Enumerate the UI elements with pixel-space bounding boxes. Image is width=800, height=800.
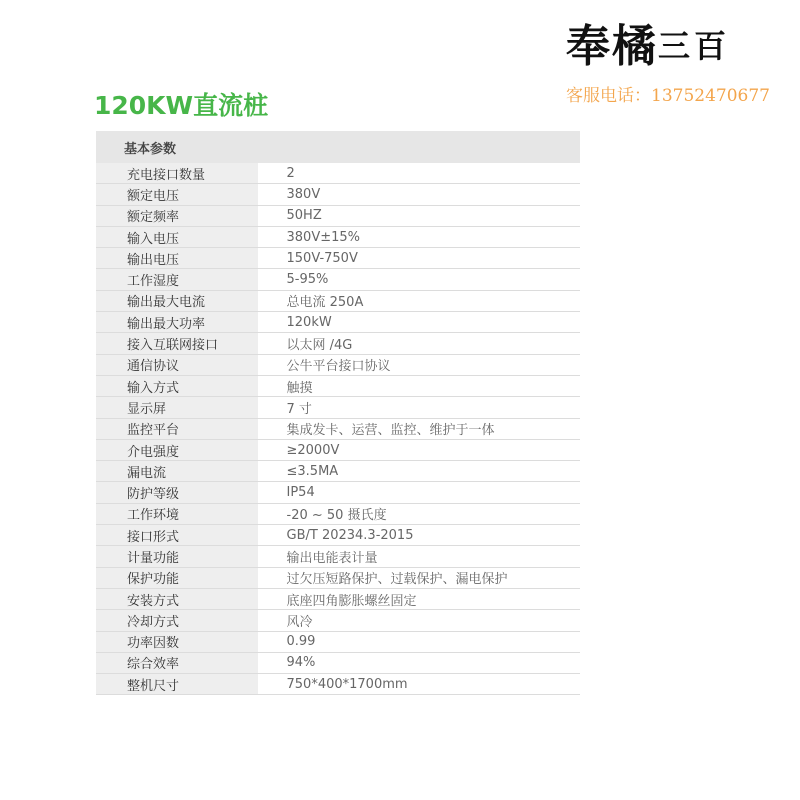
table-row xyxy=(96,439,580,460)
row-value: -20 ~ 50 摄氏度 xyxy=(258,503,580,524)
row-label: 工作湿度 xyxy=(96,269,258,290)
row-label: 额定电压 xyxy=(96,184,258,205)
row-label: 显示屏 xyxy=(96,397,258,418)
spec-table xyxy=(96,131,580,695)
table-row xyxy=(96,610,580,631)
row-value: 2 xyxy=(258,163,580,184)
row-label: 工作环境 xyxy=(96,503,258,524)
table-row xyxy=(96,333,580,354)
table-row xyxy=(96,418,580,439)
row-label: 接入互联网接口 xyxy=(96,333,258,354)
row-value: 底座四角膨胀螺丝固定 xyxy=(258,588,580,609)
brand-name xyxy=(566,14,786,79)
table-row xyxy=(96,525,580,546)
table-row xyxy=(96,312,580,333)
table-row xyxy=(96,248,580,269)
row-label: 漏电流 xyxy=(96,461,258,482)
page-title: 120KW直流桩 xyxy=(94,91,269,120)
row-value: 750*400*1700mm xyxy=(258,674,580,695)
row-value: 输出电能表计量 xyxy=(258,546,580,567)
row-value: 以太网 /4G xyxy=(258,333,580,354)
row-value: 120kW xyxy=(258,312,580,333)
row-value: 0.99 xyxy=(258,631,580,652)
row-value: 公牛平台接口协议 xyxy=(258,354,580,375)
row-value: IP54 xyxy=(258,482,580,503)
row-value: 150V-750V xyxy=(258,248,580,269)
row-label: 介电强度 xyxy=(96,439,258,460)
table-row xyxy=(96,588,580,609)
row-value: 风冷 xyxy=(258,610,580,631)
row-label: 防护等级 xyxy=(96,482,258,503)
row-label: 功率因数 xyxy=(96,631,258,652)
table-row xyxy=(96,567,580,588)
row-label: 通信协议 xyxy=(96,354,258,375)
table-row xyxy=(96,269,580,290)
row-value: 94% xyxy=(258,652,580,673)
row-label: 输入方式 xyxy=(96,375,258,396)
row-value: 总电流 250A xyxy=(258,290,580,311)
row-label: 整机尺寸 xyxy=(96,674,258,695)
row-label: 充电接口数量 xyxy=(96,163,258,184)
table-row xyxy=(96,652,580,673)
brand-watermark xyxy=(566,14,786,106)
row-label: 输出最大功率 xyxy=(96,312,258,333)
table-row xyxy=(96,290,580,311)
brand-name-main: 奉橘 xyxy=(566,21,658,72)
row-label: 安装方式 xyxy=(96,588,258,609)
section-header xyxy=(96,131,580,163)
row-label: 输出电压 xyxy=(96,248,258,269)
row-value: 7 寸 xyxy=(258,397,580,418)
row-label: 计量功能 xyxy=(96,546,258,567)
row-value: 5-95% xyxy=(258,269,580,290)
table-row xyxy=(96,461,580,482)
table-row xyxy=(96,184,580,205)
row-value: 触摸 xyxy=(258,375,580,396)
table-row xyxy=(96,546,580,567)
table-row xyxy=(96,503,580,524)
row-label: 输入电压 xyxy=(96,226,258,247)
table-row xyxy=(96,205,580,226)
row-label: 接口形式 xyxy=(96,525,258,546)
row-value: 50HZ xyxy=(258,205,580,226)
row-label: 综合效率 xyxy=(96,652,258,673)
table-row xyxy=(96,226,580,247)
table-row xyxy=(96,354,580,375)
row-label: 监控平台 xyxy=(96,418,258,439)
row-label: 额定频率 xyxy=(96,205,258,226)
row-label: 保护功能 xyxy=(96,567,258,588)
row-value: ≤3.5MA xyxy=(258,461,580,482)
row-value: ≥2000V xyxy=(258,439,580,460)
section-header-label: 基本参数 xyxy=(96,131,580,163)
table-row xyxy=(96,163,580,184)
row-value: GB/T 20234.3-2015 xyxy=(258,525,580,546)
brand-contact: 客服电话：13752470677 xyxy=(566,86,770,106)
table-row xyxy=(96,375,580,396)
table-row xyxy=(96,631,580,652)
row-value: 过欠压短路保护、过载保护、漏电保护 xyxy=(258,567,580,588)
row-value: 集成发卡、运营、监控、维护于一体 xyxy=(258,418,580,439)
row-label: 输出最大电流 xyxy=(96,290,258,311)
row-value: 380V xyxy=(258,184,580,205)
row-label: 冷却方式 xyxy=(96,610,258,631)
table-row xyxy=(96,397,580,418)
brand-name-suffix: 三百 xyxy=(658,27,731,65)
row-value: 380V±15% xyxy=(258,226,580,247)
table-row xyxy=(96,674,580,695)
table-row xyxy=(96,482,580,503)
